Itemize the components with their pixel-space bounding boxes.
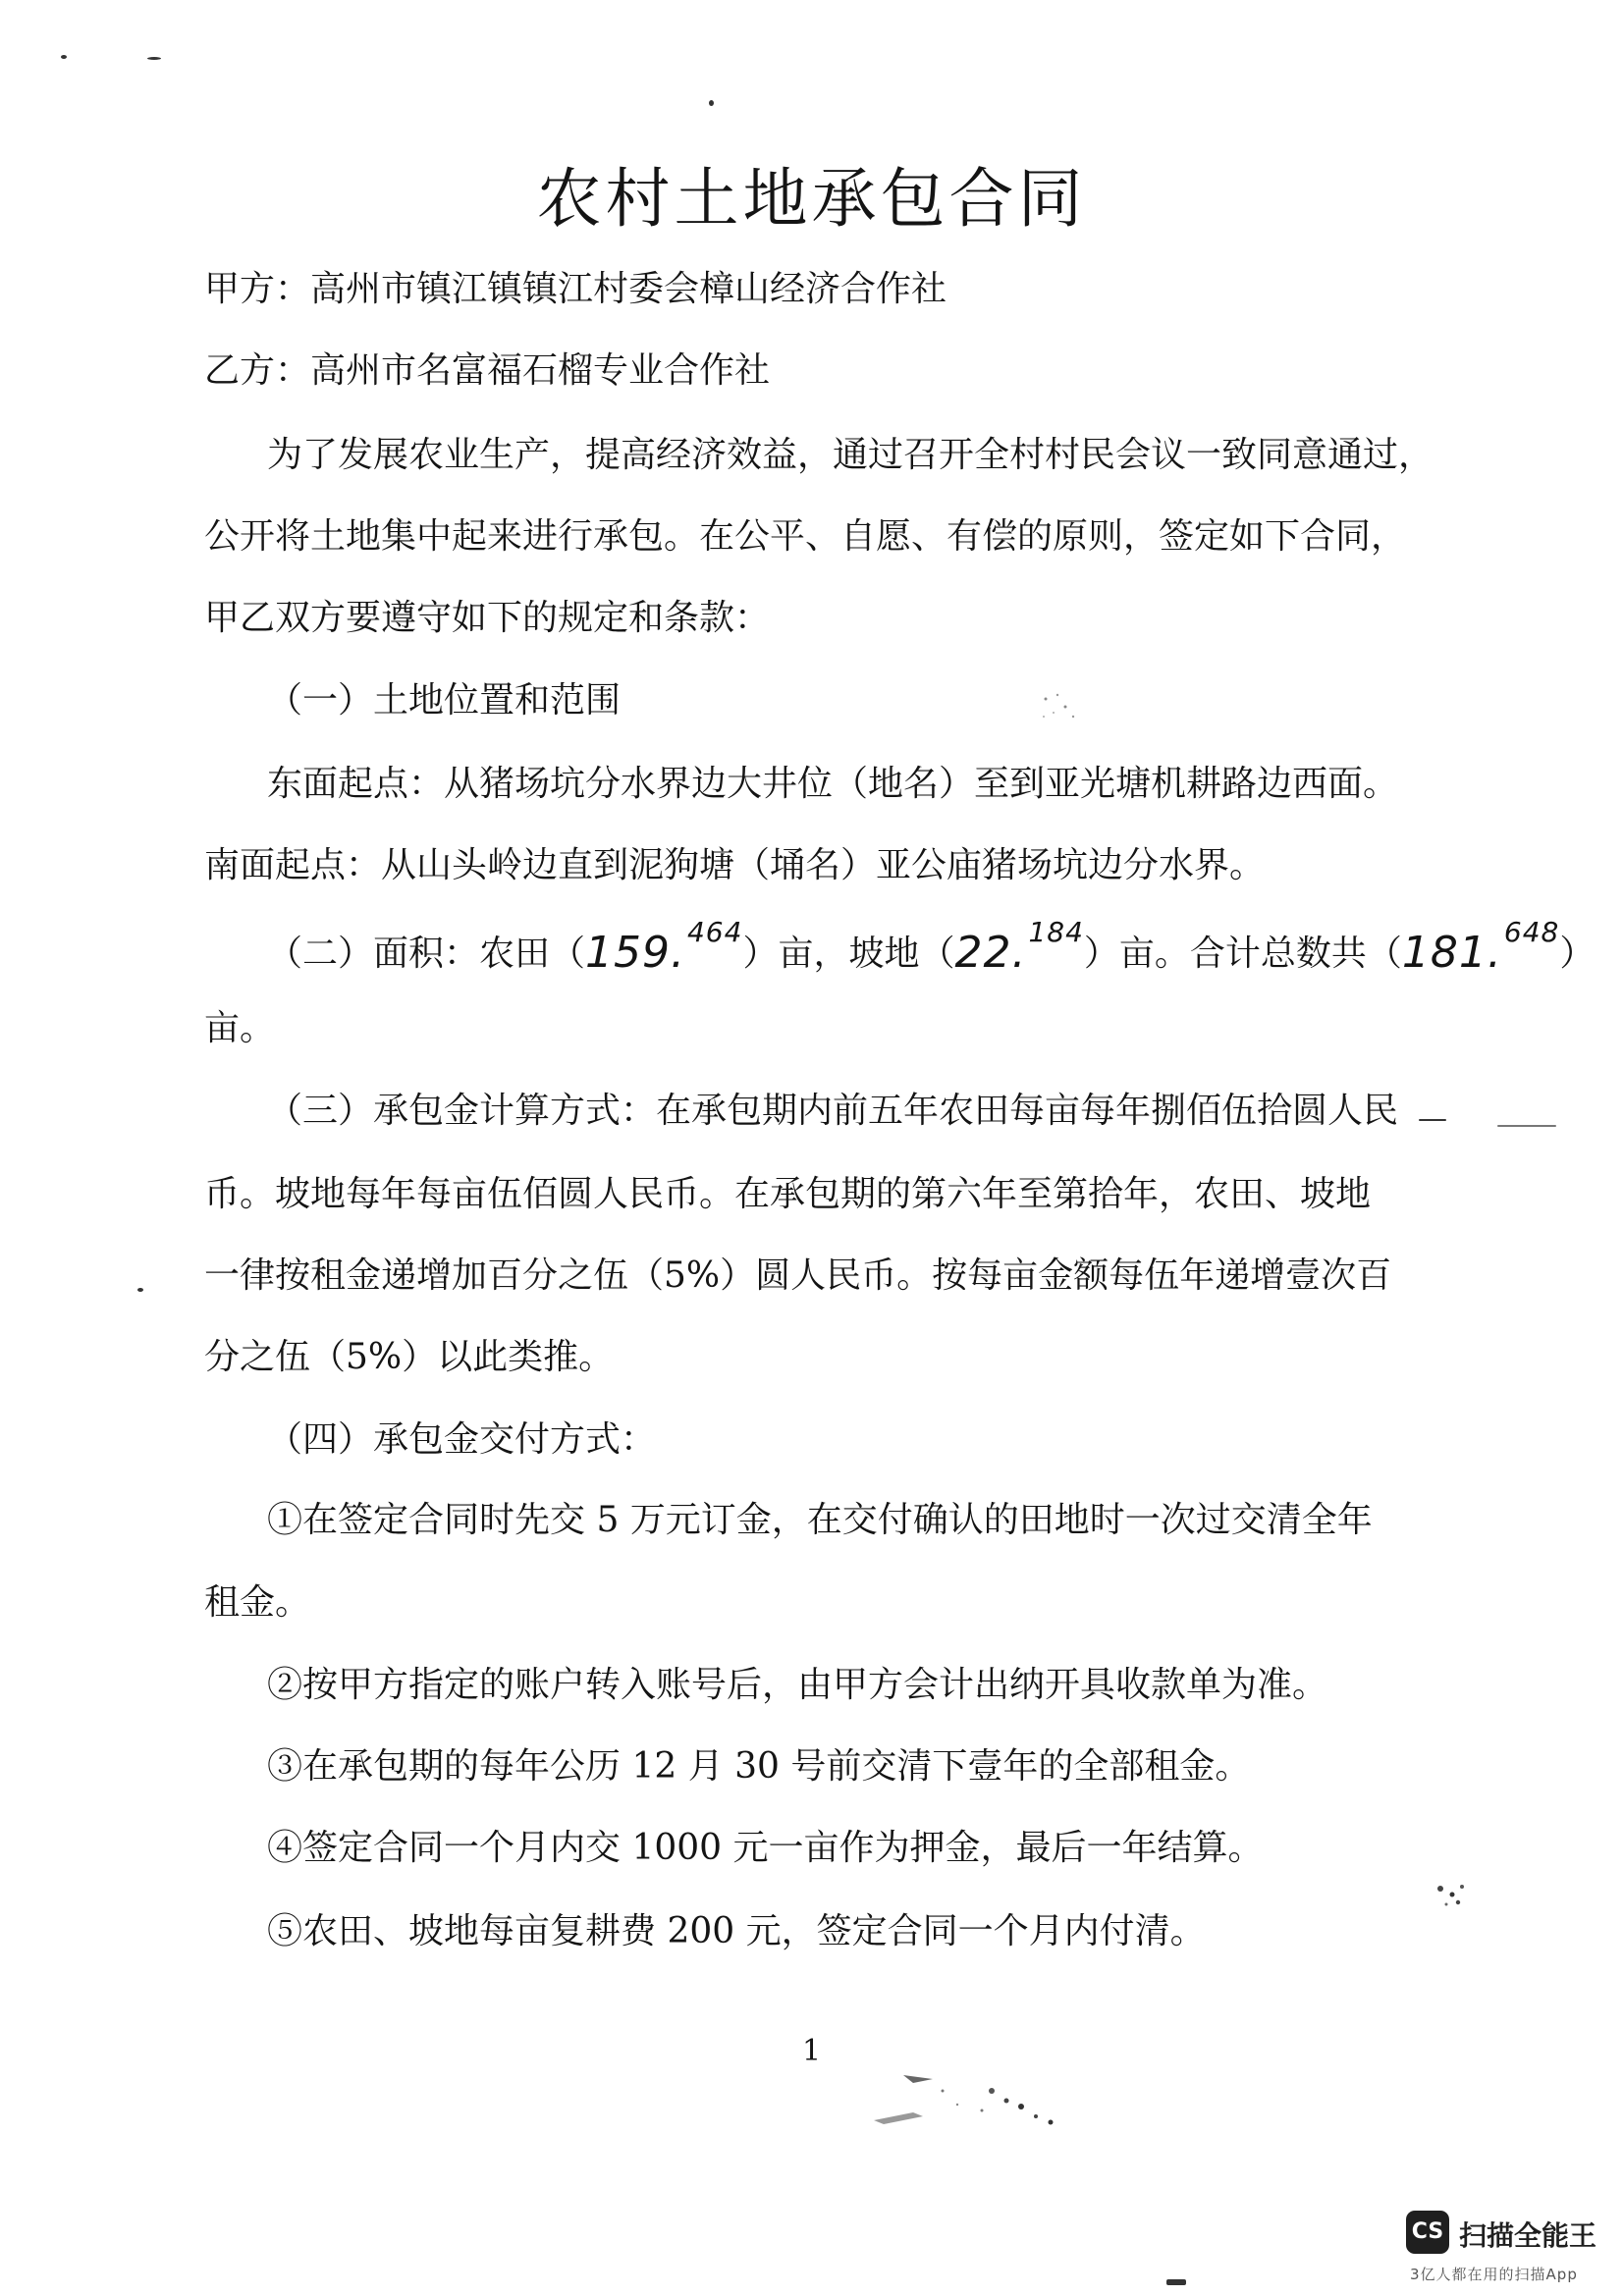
scan-speck bbox=[1166, 2279, 1186, 2285]
page-number: 1 bbox=[801, 2034, 822, 2068]
section-2-continuation: 亩。 bbox=[204, 1008, 276, 1048]
section-1-heading: （一）土地位置和范围 bbox=[267, 680, 622, 721]
slope-area-handwritten: 22.$^{184}$ bbox=[954, 916, 1084, 978]
section-4-item-1: ①在签定合同时先交 5 万元订金，在交付确认的田地时一次过交清全年 bbox=[267, 1500, 1373, 1540]
scanner-app-name: 扫描全能王 bbox=[1459, 2219, 1597, 2252]
preamble-line-3: 甲乙双方要遵守如下的规定和条款： bbox=[204, 598, 771, 638]
area-mid-2: ）亩。合计总数共（ bbox=[1083, 934, 1402, 974]
scan-smudge bbox=[1429, 1875, 1478, 1914]
scan-smudge bbox=[1036, 687, 1085, 726]
scan-speck bbox=[147, 57, 161, 60]
scanner-logo-icon: CS bbox=[1406, 2211, 1449, 2254]
scan-speck bbox=[61, 55, 67, 59]
preamble-line-1: 为了发展农业生产，提高经济效益，通过召开全村村民会议一致同意通过， bbox=[267, 435, 1434, 475]
section-1-east-boundary: 东面起点：从猪场坑分水界边大井位（地名）至到亚光塘机耕路边西面。 bbox=[267, 764, 1399, 804]
section-4-item-3: ③在承包期的每年公历 12 月 30 号前交清下壹年的全部租金。 bbox=[267, 1746, 1251, 1787]
section-3-line-2: 币。坡地每年每亩伍佰圆人民币。在承包期的第六年至第拾年，农田、坡地 bbox=[204, 1174, 1372, 1214]
section-4-item-5: ⑤农田、坡地每亩复耕费 200 元，签定合同一个月内付清。 bbox=[267, 1911, 1206, 1951]
scan-speck bbox=[1419, 1119, 1446, 1121]
area-mid-1: ）亩，坡地（ bbox=[742, 934, 955, 974]
section-4-item-1-continuation: 租金。 bbox=[204, 1582, 311, 1623]
area-suffix: ） bbox=[1559, 934, 1596, 974]
area-prefix: （二）面积：农田（ bbox=[267, 934, 586, 974]
section-4-heading: （四）承包金交付方式： bbox=[267, 1419, 657, 1460]
section-2-area bbox=[267, 916, 1596, 978]
section-4-item-2: ②按甲方指定的账户转入账号后，由甲方会计出纳开具收款单为准。 bbox=[267, 1665, 1328, 1705]
section-1-south-boundary: 南面起点：从山头岭边直到泥狗塘（埇名）亚公庙猪场坑边分水界。 bbox=[204, 845, 1266, 885]
section-4-item-4: ④签定合同一个月内交 1000 元一亩作为押金，最后一年结算。 bbox=[267, 1828, 1264, 1868]
party-b: 乙方：高州市名富福石榴专业合作社 bbox=[204, 350, 771, 391]
scan-speck bbox=[137, 1288, 143, 1292]
party-a: 甲方：高州市镇江镇镇江村委会樟山经济合作社 bbox=[204, 269, 947, 309]
section-3-line-4: 分之伍（5%）以此类推。 bbox=[204, 1337, 615, 1377]
total-area-handwritten: 181.$^{648}$ bbox=[1401, 916, 1560, 978]
scan-speck bbox=[709, 100, 714, 106]
preamble-line-2: 公开将土地集中起来进行承包。在公平、自愿、有偿的原则，签定如下合同， bbox=[204, 516, 1407, 557]
scanner-tagline: 3亿人都在用的扫描App bbox=[1410, 2266, 1578, 2283]
document-title: 农村土地承包合同 bbox=[536, 161, 1087, 237]
section-3-line-1: （三）承包金计算方式：在承包期内前五年农田每亩每年捌佰伍拾圆人民 bbox=[267, 1091, 1399, 1131]
farmland-area-handwritten: 159.$^{464}$ bbox=[585, 916, 743, 978]
section-3-line-3: 一律按租金递增加百分之伍（5%）圆人民币。按每亩金额每伍年递增壹次百 bbox=[204, 1255, 1392, 1296]
scan-smudge bbox=[844, 2061, 1080, 2140]
scan-speck bbox=[1497, 1125, 1556, 1127]
scanner-watermark bbox=[1406, 2211, 1612, 2289]
